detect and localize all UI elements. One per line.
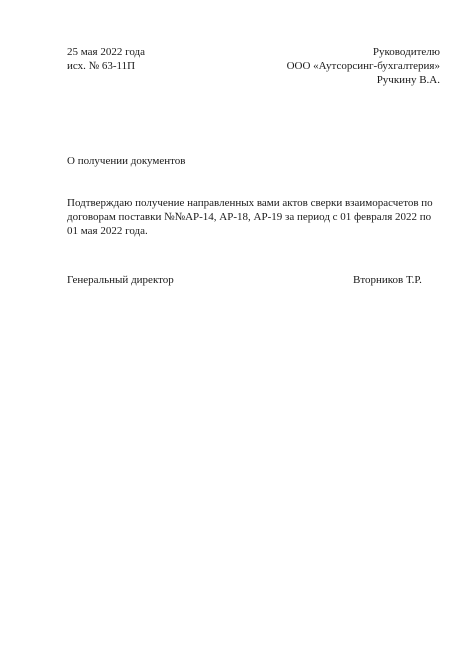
recipient-title: Руководителю [372,46,440,58]
signatory-position: Генеральный директор [67,274,174,286]
document-date: 25 мая 2022 года [67,46,145,58]
recipient-name: Ручкину В.А. [376,74,440,86]
recipient-company: ООО «Аутсорсинг-бухгалтерия» [286,60,440,72]
signatory-name: Вторников Т.Р. [353,274,422,286]
outgoing-reference-number: исх. № 63-11П [67,60,136,72]
body-line-3: 01 мая 2022 года. [67,225,148,237]
document-subject: О получении документов [67,155,186,167]
document-body [67,196,443,238]
body-line-1: Подтверждаю получение направленных вами актов сверки взаиморасчетов по [67,197,433,209]
body-line-2: договорам поставки №№АР-14, АР-18, АР-19 за период с 01 февраля 2022 по [67,211,432,223]
